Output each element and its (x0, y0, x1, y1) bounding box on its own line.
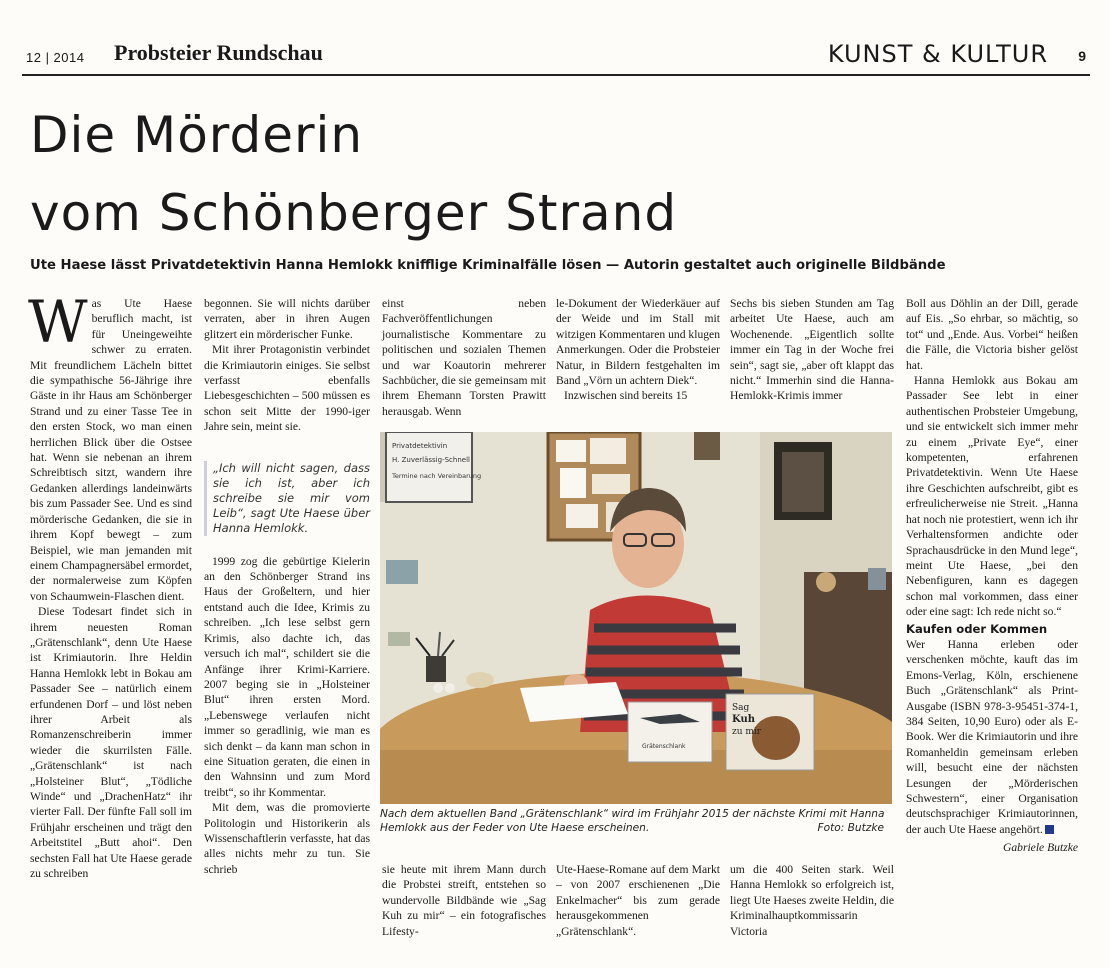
paragraph (906, 637, 1078, 837)
paragraph: Mit ihrer Protagonistin verbindet die Krimiautorin einiges. Sie selbst verfasst ebenfalls Liebesgeschichten – 500 müssen es schon seit Mitte der 1990-iger Jahre sein, meint sie. (204, 343, 370, 434)
end-mark-icon (1045, 825, 1054, 834)
paragraph: Hanna Hemlokk aus Bokau am Passader See lebt in einer authentischen Probsteier Umgebung, und sie entwickelt sich immer mehr zu einem „Private Eye“, einer kompetenten, erfahrenen Privatdetektivin. Wenn Ute Haese ihre Geschichten aufschreibt, gibt es erfreulicherweise nie Streit. „Hanna hat noch nie protestiert, wenn ich ihr Verhaltensformen andichte oder Sprachausdrücke in den Mund lege“, meint Ute Haese, „bei den Nebenfiguren, kann es dagegen schon mal vorkommen, dass einer oder eine sagt: Ich rede nicht so.“ (906, 374, 1078, 619)
drop-cap: W (28, 288, 88, 356)
section-heading: Kaufen oder Kommen (906, 621, 1048, 636)
photo-credit: Foto: Butzke (817, 822, 884, 834)
pull-quote: „Ich will nicht sagen, dass sie ich ist, aber ich schreibe sie mir vom Leib“, sagt Ute Haese über Hanna Hemlokk. (204, 461, 370, 536)
paragraph: Sechs bis sieben Stunden am Tag arbeitet Ute Haese, auch am Wochenende. „Eigentlich sollte immer ein Tag in der Woche frei sein“, sagt sie, „aber oft klappt das nicht.“ Immerhin sind die Hanna-Hemlokk-Krimis immer (730, 297, 894, 403)
article-column-3-bottom (382, 862, 546, 939)
sign-text: Privatdetektivin (392, 442, 448, 450)
article-column-2 (204, 296, 370, 877)
issue-number: 12 | 2014 (26, 50, 85, 65)
paragraph: um die 400 Seiten stark. Weil Hanna Hemlokk so erfolgreich ist, liegt Ute Haeses zweite Heldin, die Kriminalhauptkommissarin Victoria (730, 863, 894, 938)
page-header (22, 34, 1090, 74)
paragraph: as Ute Haese beruflich macht, ist für Uneingeweihte schwer zu erraten. Mit freundlichem Lächeln bittet die sympathische 56-Jährige ihre Gäste in ihr Haus am Schönberger Strand und zu einer Tasse Tee in den ersten Stock, wo man einen herrlichen Blick über die Ostsee hat. Wenn sie nebenan an ihrem Schreibtisch sitzt, wandern ihre Gedanken allerdings landeinwärts bis zum Passader See. Und es sind mörderische Gedanken, die sie in ihrem Kopf bewegt – zum Beispiel, wie man jemanden mit einem Champagnersäbel ermordet, der normalerweise zum Köpfen von Schaumwein-Flaschen dient. (30, 297, 192, 603)
section-title: KUNST & KULTUR (827, 40, 1048, 68)
photo-caption (380, 807, 892, 835)
sign-text: Termine nach Vereinbarung (392, 472, 482, 480)
article-column-6 (906, 296, 1078, 856)
sign-text: H. Zuverlässig-Schnell (392, 456, 470, 464)
article-column-3-top (382, 296, 546, 419)
paragraph: Inzwischen sind bereits 15 (564, 389, 688, 403)
paragraph: Boll aus Döhlin an der Dill, gerade auf Eis. „So ehrbar, so mächtig, so tot“ und „Ende. Aus. Vorbei“ heißen die Fälle, die Victoria bisher gelöst hat. (906, 297, 1078, 372)
paragraph: le-Dokument der Wiederkäuer auf der Weide und im Stall mit witzigen Kommentaren und klugen Anmerkungen. Oder die Probsteier Natur, in Bildern festgehalten im Band „Vörn un achtern Diek“. (556, 297, 720, 388)
book-title: zu mir (732, 727, 762, 737)
header-rule (22, 74, 1090, 76)
newspaper-name: Probsteier Rundschau (114, 40, 323, 65)
paragraph: Diese Todesart findet sich in ihrem neuesten Roman „Grätenschlank“, denn Ute Haese ist Krimiautorin. Ihre Heldin Hanna Hemlokk lebt in Bokau am Passader See – natürlich einem erfundenen Dorf – und löst neben ihrer Arbeit als Romanzenschreiberin immer wieder die skurrilsten Fälle. „Grätenschlank“ ist nach „Holsteiner Blut“, „Tödliche Winde“ und „DrachenHatz“ ihr vierter Fall. Der fünfte Fall soll im Frühjahr erscheinen und trägt den Arbeitstitel „Butt ahoi“. Den sechsten Fall hat Ute Haese gerade zu schreiben (30, 605, 192, 881)
author-byline: Gabriele Butzke (1002, 841, 1078, 855)
book-title: Sag (732, 703, 750, 713)
paragraph: begonnen. Sie will nichts darüber verraten, aber in ihren Augen glitzert ein mörderischer Funke. (204, 297, 370, 341)
headline-line-1: Die Mörderin (30, 106, 364, 164)
caption-text: Nach dem aktuellen Band „Grätenschlank“ wird im Frühjahr 2015 der nächste Krimi mit Hanna Hemlokk aus der Feder von Ute Haese erscheinen. (380, 808, 885, 834)
paragraph: einst neben Fachveröffentlichungen journalistische Kommentare zu politischen und sozialen Themen und war Koautorin mehrerer Sachbücher, die sie gemeinsam mit ihrem Ehemann Torsten Prawitt herausgab. Wenn (382, 297, 546, 418)
paragraph: Ute-Haese-Romane auf dem Markt – von 2007 erschienenen „Die Enkelmacher“ bis zum gerade herausgekommenen „Grätenschlank“. (556, 863, 720, 938)
author-at-desk-image (380, 432, 892, 804)
subheadline: Ute Haese lässt Privatdetektivin Hanna Hemlokk knifflige Kriminalfälle lösen — Autorin gestaltet auch originelle Bildbände (30, 258, 946, 273)
paragraph: Mit dem, was die promovierte Politologin und Historikerin als Wissenschaftlerin verfasste, hat das alles nichts mehr zu tun. Sie schrieb (204, 801, 370, 876)
headline (30, 96, 1070, 252)
book-title: Grätenschlank (642, 743, 686, 750)
article-column-5-bottom (730, 862, 894, 939)
article-column-1 (28, 288, 192, 881)
paragraph-text: Wer Hanna erleben oder verschenken möchte, kauft das im Emons-Verlag, Köln, erschienene Buch „Grätenschlank“ als Print-Ausgabe (ISBN 978-3-95451-374-1, 384 Seiten, 10,90 Euro) oder als E-Book. Wer die Krimiautorin und ihre Romanheldin gemeinsam erleben will, besucht eine der nächsten Lesungen der „Mörderischen Schwestern“, einer Organisation deutschsprachiger Krimiautorinnen, der auch Ute Haese angehört. (906, 637, 1078, 836)
article-column-4-top (556, 296, 720, 404)
book-title: Kuh (732, 714, 756, 725)
article-column-4-bottom (556, 862, 720, 939)
article-photo (380, 432, 892, 804)
paragraph: 1999 zog die gebürtige Kielerin an den Schönberger Strand ins Haus der Großeltern, und hier entstand auch die Idee, Krimis zu schreiben. „Ich lese selbst gern Krimis, also dachte ich, das versuch ich mal“, schildert sie die Anfänge ihrer Krimi-Karriere. 2007 beging sie in „Holsteiner Blut“ ihren ersten Mord. „Lebenswege verlaufen nicht immer so geradlinig, wie man es sich denkt – da kann man schon in eine Situation geraten, die einen in den Wahnsinn und zum Mord treibt“, so ihr Kommentar. (204, 554, 370, 799)
page-number: 9 (1078, 48, 1086, 64)
headline-line-2: vom Schönberger Strand (30, 184, 678, 242)
article-column-5-top (730, 296, 894, 404)
paragraph: sie heute mit ihrem Mann durch die Probstei streift, entstehen so wundervolle Bildbände wie „Sag Kuh zu mir“ – ein fotografisches Lifesty- (382, 863, 546, 938)
